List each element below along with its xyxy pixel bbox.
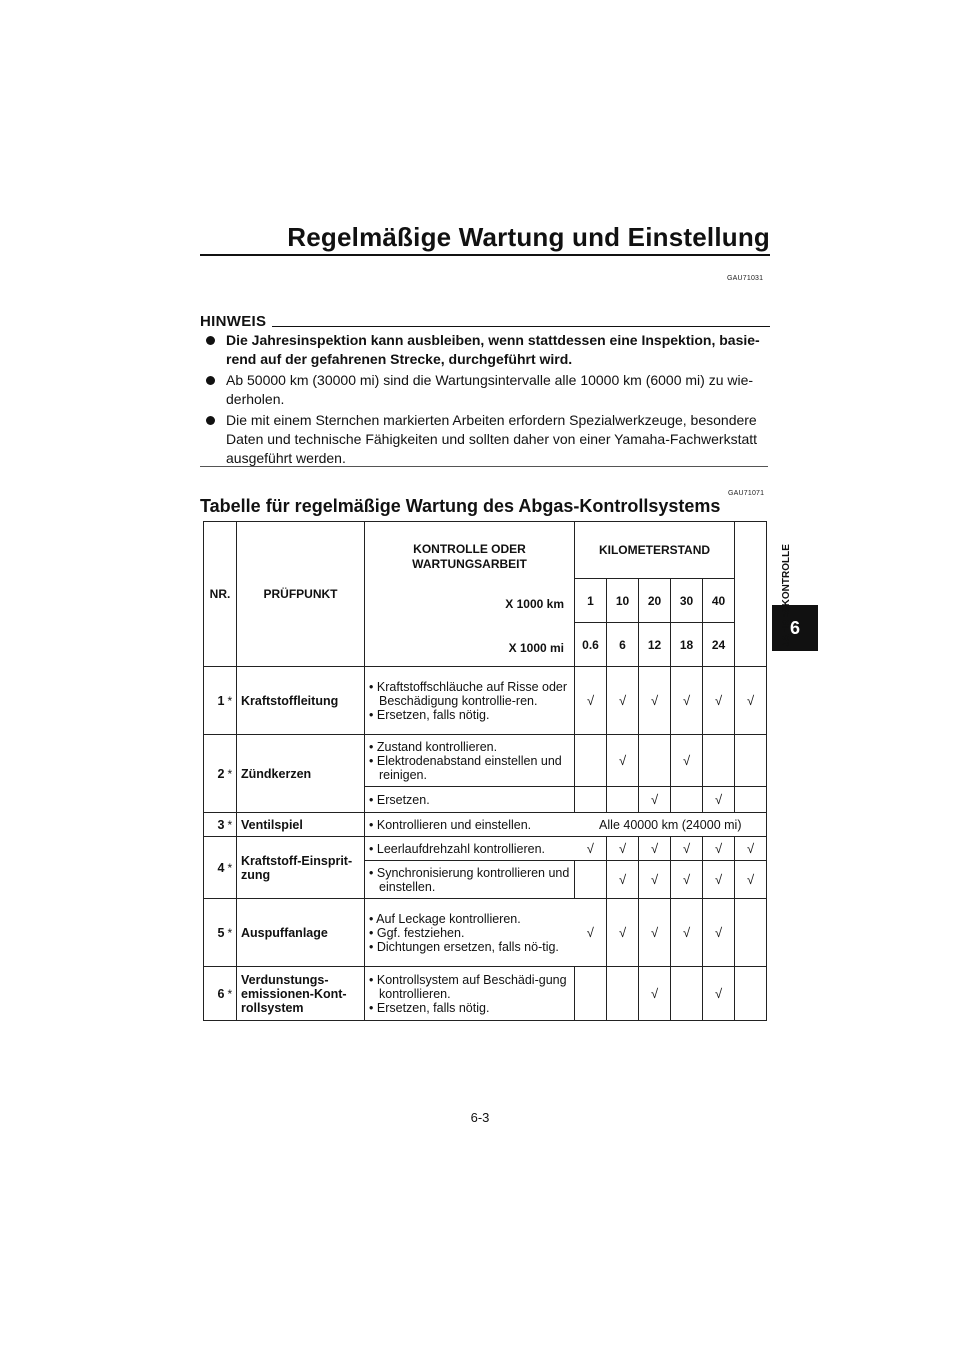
check-mark: √: [639, 861, 671, 899]
row-number: 2: [204, 735, 228, 813]
title-rule: [200, 254, 770, 256]
check-mark: √: [671, 667, 703, 735]
work-description: [365, 667, 575, 735]
header-work-label: KONTROLLE ODER WARTUNGSARBEIT: [412, 542, 527, 571]
check-mark: √: [703, 861, 735, 899]
asterisk-mark: *: [228, 667, 237, 735]
check-item: Auspuffanlage: [237, 899, 365, 967]
check-item: Ventilspiel: [237, 813, 365, 837]
table-row: [204, 967, 767, 1021]
check-mark: √: [735, 667, 767, 735]
work-line: • Ersetzen, falls nötig.: [369, 1000, 490, 1015]
km-value: 30: [671, 579, 703, 623]
check-mark: √: [607, 837, 639, 861]
row-number: 3: [204, 813, 228, 837]
check-mark: √: [671, 837, 703, 861]
check-mark: √: [639, 787, 671, 813]
mi-value: 18: [671, 623, 703, 667]
row-number: 6: [204, 967, 228, 1021]
work-line: • Kraftstoffschläuche auf Risse oder Beschädigung kontrollie-ren.: [369, 679, 568, 708]
note-text: Die mit einem Sternchen markierten Arbeiten erfordern Spezialwerkzeuge, besondere Daten und technische Fähigkeiten und sollten daher von einer Yamaha-Fachwerkstatt ausgeführt werden.: [226, 412, 758, 466]
empty-cell: [607, 787, 639, 813]
interval-note: Alle 40000 km (24000 mi): [575, 813, 767, 837]
empty-cell: [575, 861, 607, 899]
empty-cell: [735, 899, 767, 967]
check-mark: √: [575, 667, 607, 735]
check-mark: √: [703, 787, 735, 813]
hinweis-notes: [200, 331, 770, 468]
check-mark: √: [575, 899, 607, 967]
km-value: 20: [639, 579, 671, 623]
empty-cell: [735, 967, 767, 1021]
asterisk-mark: *: [228, 967, 237, 1021]
km-value: 10: [607, 579, 639, 623]
empty-cell: [671, 787, 703, 813]
table-row: [204, 813, 767, 837]
mi-value: 6: [607, 623, 639, 667]
work-description: [365, 899, 575, 967]
empty-cell: [671, 967, 703, 1021]
check-mark: √: [575, 837, 607, 861]
mi-value: 0.6: [575, 623, 607, 667]
check-mark: √: [639, 837, 671, 861]
bullet-icon: [206, 376, 215, 385]
km-value: 40: [703, 579, 735, 623]
note-item: [200, 331, 770, 369]
work-line: • Ersetzen, falls nötig.: [369, 707, 490, 722]
empty-cell: [703, 735, 735, 787]
work-line: • Ggf. festziehen.: [369, 925, 465, 940]
empty-cell: [607, 967, 639, 1021]
check-mark: √: [735, 861, 767, 899]
maintenance-table: [203, 521, 792, 1021]
asterisk-mark: *: [228, 837, 237, 899]
work-line: • Leerlaufdrehzahl kontrollieren.: [369, 841, 546, 856]
check-mark: √: [607, 667, 639, 735]
note-item: [200, 371, 770, 409]
row-number: 1: [204, 667, 228, 735]
row-number: 4: [204, 837, 228, 899]
mi-value: 24: [703, 623, 735, 667]
reference-code: GAU71071: [728, 490, 765, 497]
asterisk-mark: *: [228, 813, 237, 837]
hinweis-rule: [272, 326, 770, 327]
work-line: • Zustand kontrollieren.: [369, 739, 498, 754]
check-mark: √: [703, 667, 735, 735]
check-mark: √: [639, 899, 671, 967]
empty-cell: [735, 787, 767, 813]
check-mark: √: [671, 861, 703, 899]
section-divider: [200, 466, 768, 467]
hinweis-heading: [200, 313, 770, 330]
bullet-icon: [206, 336, 215, 345]
work-line: • Ersetzen.: [369, 792, 430, 807]
asterisk-mark: *: [228, 735, 237, 813]
empty-cell: [639, 735, 671, 787]
empty-cell: [735, 735, 767, 787]
chapter-tab[interactable]: 6: [772, 605, 818, 651]
work-line: • Synchronisierung kontrollieren und einstellen.: [369, 865, 570, 894]
work-line: • Auf Leckage kontrollieren.: [369, 911, 521, 926]
unit-mi-label: X 1000 mi: [508, 641, 565, 655]
check-item: Kraftstoff-Einsprit-zung: [237, 837, 365, 899]
work-line: • Kontrollsystem auf Beschädi-gung kontrollieren.: [369, 972, 567, 1001]
work-line: • Elektrodenabstand einstellen und reinigen.: [369, 753, 562, 782]
work-description: [365, 861, 575, 899]
note-text: Ab 50000 km (30000 mi) sind die Wartungsintervalle alle 10000 km (6000 mi) zu wie-derholen.: [226, 372, 754, 407]
header-jahreskontrolle-label: JAHRESKONTROLLE: [780, 544, 792, 647]
page-number: 6-3: [470, 1110, 490, 1125]
check-mark: √: [703, 899, 735, 967]
header-work: [365, 522, 575, 667]
section-title: Tabelle für regelmäßige Wartung des Abgas-Kontrollsystems: [200, 496, 721, 516]
hinweis-label: HINWEIS: [200, 313, 267, 330]
reference-code: GAU71031: [727, 275, 764, 282]
check-item: Zündkerzen: [237, 735, 365, 813]
table-row: [204, 735, 767, 787]
work-line: • Dichtungen ersetzen, falls nö-tig.: [369, 939, 559, 954]
check-mark: √: [671, 735, 703, 787]
header-item: PRÜFPUNKT: [237, 522, 365, 667]
note-text: Die Jahresinspektion kann ausbleiben, wenn stattdessen eine Inspektion, basie-rend auf der gefahrenen Strecke, durchgeführt wird.: [226, 332, 760, 367]
work-description: [365, 735, 575, 787]
header-nr: NR.: [204, 522, 237, 667]
work-description: [365, 813, 575, 837]
work-line: • Kontrollieren und einstellen.: [369, 817, 532, 832]
empty-cell: [575, 735, 607, 787]
header-jahreskontrolle: [735, 522, 792, 667]
check-mark: √: [671, 899, 703, 967]
check-item: Verdunstungs-emissionen-Kont-rollsystem: [237, 967, 365, 1021]
work-description: [365, 787, 575, 813]
check-mark: √: [607, 899, 639, 967]
table-row: [204, 899, 767, 967]
check-mark: √: [703, 967, 735, 1021]
check-mark: √: [607, 735, 639, 787]
asterisk-mark: *: [228, 899, 237, 967]
check-mark: √: [639, 967, 671, 1021]
empty-cell: [575, 787, 607, 813]
bullet-icon: [206, 416, 215, 425]
check-mark: √: [607, 861, 639, 899]
empty-cell: [575, 967, 607, 1021]
table-row: [204, 667, 767, 735]
work-description: [365, 967, 575, 1021]
km-value: 1: [575, 579, 607, 623]
table-row: [204, 837, 767, 861]
note-item: [200, 411, 770, 468]
check-mark: √: [639, 667, 671, 735]
row-number: 5: [204, 899, 228, 967]
header-kilometerstand: KILOMETERSTAND: [575, 522, 735, 579]
check-mark: √: [703, 837, 735, 861]
work-description: [365, 837, 575, 861]
mi-value: 12: [639, 623, 671, 667]
check-item: Kraftstoffleitung: [237, 667, 365, 735]
unit-km-label: X 1000 km: [505, 597, 565, 611]
check-mark: √: [735, 837, 767, 861]
page-title: Regelmäßige Wartung und Einstellung: [287, 222, 770, 252]
